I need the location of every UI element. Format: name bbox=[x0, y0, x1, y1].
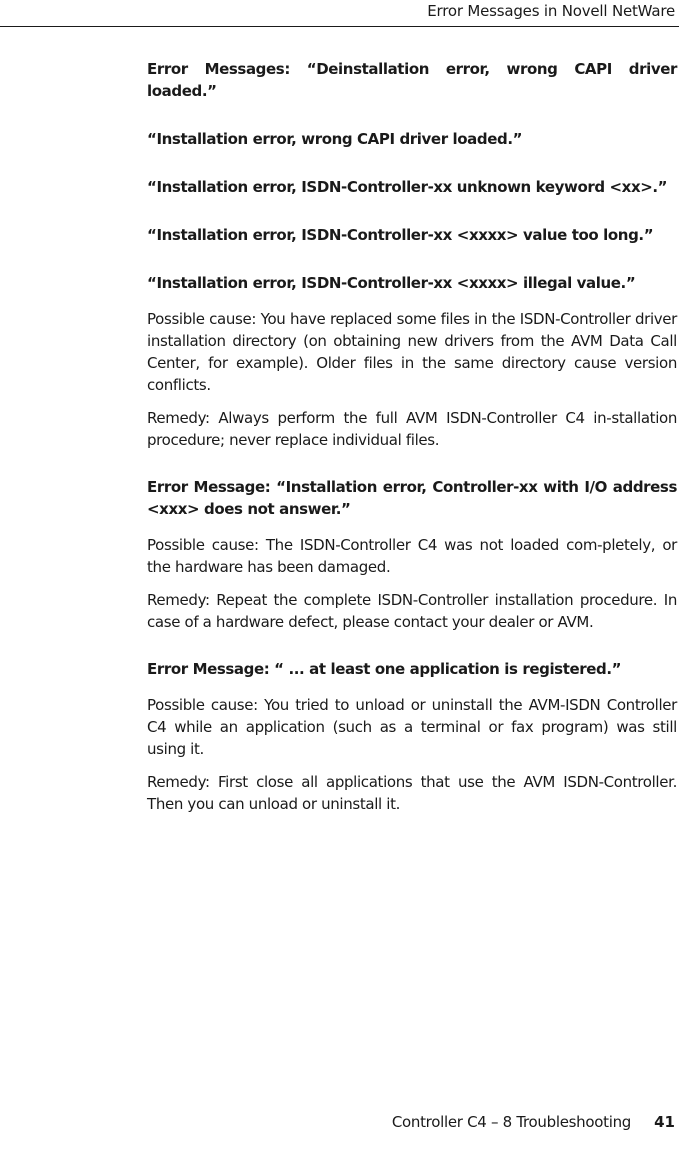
error-heading: “Installation error, ISDN-Controller-xx unknown keyword <xx>.” bbox=[147, 178, 668, 196]
remedy-paragraph: Remedy: First close all applications that use the AVM ISDN-Controller. Then you can unload or uninstall it. bbox=[147, 773, 677, 813]
running-footer bbox=[0, 1113, 679, 1153]
error-heading: “Installation error, ISDN-Controller-xx <xxxx> value too long.” bbox=[147, 226, 654, 244]
header-title: Error Messages in Novell NetWare bbox=[427, 2, 675, 20]
error-heading: Error Messages: “Deinstallation error, wrong CAPI driver loaded.” bbox=[147, 60, 677, 100]
possible-cause-paragraph: Possible cause: You have replaced some files in the ISDN-Controller driver installation directory (on obtaining new drivers from the AVM Data Call Center, for example). Older files in the same directory cause version conflicts. bbox=[147, 310, 677, 394]
possible-cause-paragraph: Possible cause: The ISDN-Controller C4 was not loaded com-pletely, or the hardware has been damaged. bbox=[147, 536, 677, 576]
error-heading: Error Message: “ ... at least one application is registered.” bbox=[147, 660, 622, 678]
error-heading: Error Message: “Installation error, Controller-xx with I/O address <xxx> does not answer.” bbox=[147, 478, 677, 518]
running-header bbox=[0, 0, 679, 27]
error-heading: “Installation error, ISDN-Controller-xx <xxxx> illegal value.” bbox=[147, 274, 636, 292]
error-heading: “Installation error, wrong CAPI driver loaded.” bbox=[147, 130, 523, 148]
remedy-paragraph: Remedy: Repeat the complete ISDN-Controller installation procedure. In case of a hardware defect, please contact your dealer or AVM. bbox=[147, 591, 677, 631]
page-number: 41 bbox=[654, 1113, 675, 1131]
page-content bbox=[147, 58, 677, 815]
footer-section-title: Controller C4 – 8 Troubleshooting bbox=[391, 1113, 631, 1131]
possible-cause-paragraph: Possible cause: You tried to unload or uninstall the AVM-ISDN Controller C4 while an application (such as a terminal or fax program) was still using it. bbox=[147, 696, 677, 758]
remedy-paragraph: Remedy: Always perform the full AVM ISDN-Controller C4 in-stallation procedure; never replace individual files. bbox=[147, 409, 677, 449]
